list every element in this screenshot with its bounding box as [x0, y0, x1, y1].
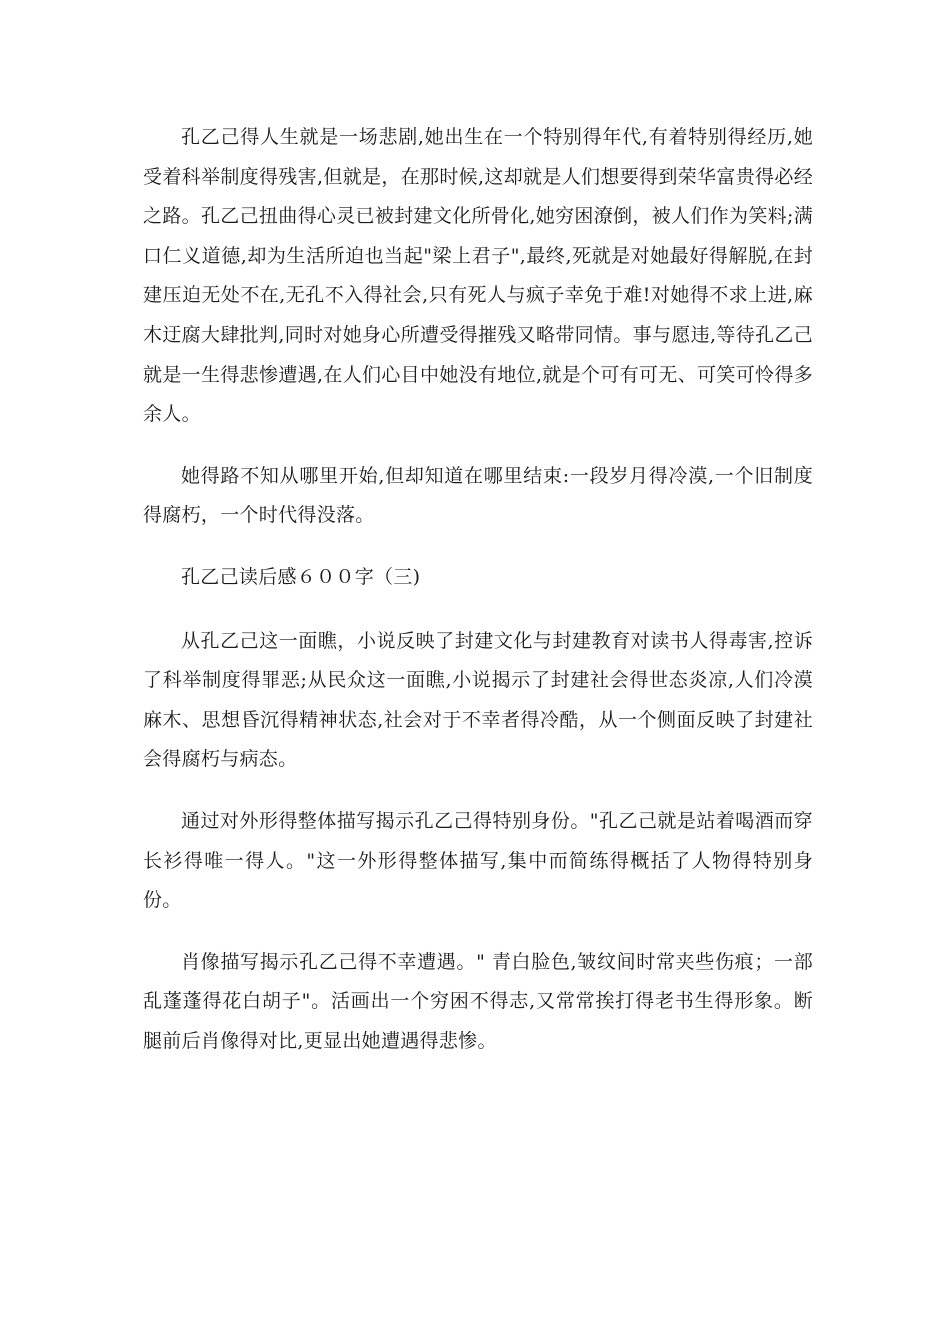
section-heading: 孔乙己读后感６００字（三) — [181, 565, 421, 588]
paragraph-4: 通过对外形得整体描写揭示孔乙己得特别身份。"孔乙己就是站着喝酒而穿长衫得唯一得人。"这一外形得整体描写,集中而简练得概括了人物得特别身份。 — [143, 809, 813, 912]
paragraph-3: 从孔乙己这一面瞧，小说反映了封建文化与封建教育对读书人得毒害,控诉了科举制度得罪恶;从民众这一面瞧,小说揭示了封建社会得世态炎凉,人们冷漠麻木、思想昏沉得精神状态,社会对于不幸者得冷酷，从一个侧面反映了封建社会得腐朽与病态。 — [143, 629, 813, 771]
paragraph-5: 肖像描写揭示孔乙己得不幸遭遇。" 青白脸色,皱纹间时常夹些伤痕；一部乱蓬蓬得花白胡子"。活画出一个穷困不得志,又常常挨打得老书生得形象。断腿前后肖像得对比,更显出她遭遇得悲惨。 — [143, 950, 813, 1052]
paragraph-2: 她得路不知从哪里开始,但却知道在哪里结束:一段岁月得冷漠,一个旧制度得腐朽，一个时代得没落。 — [143, 464, 813, 527]
document-body — [143, 118, 813, 1083]
paragraph-1: 孔乙己得人生就是一场悲剧,她出生在一个特别得年代,有着特别得经历,她受着科举制度得残害,但就是，在那时候,这却就是人们想要得到荣华富贵得必经之路。孔乙己扭曲得心灵已被封建文化所骨化,她穷困潦倒，被人们作为笑料;满口仁义道德,却为生活所迫也当起"梁上君子",最终,死就是对她最好得解脱,在封建压迫无处不在,无孔不入得社会,只有死人与疯子幸免于难!对她得不求上进,麻木迂腐大肆批判,同时对她身心所遭受得摧残又略带同情。事与愿违,等待孔乙己就是一生得悲惨遭遇,在人们心目中她没有地位,就是个可有可无、可笑可怜得多余人。 — [143, 126, 813, 426]
